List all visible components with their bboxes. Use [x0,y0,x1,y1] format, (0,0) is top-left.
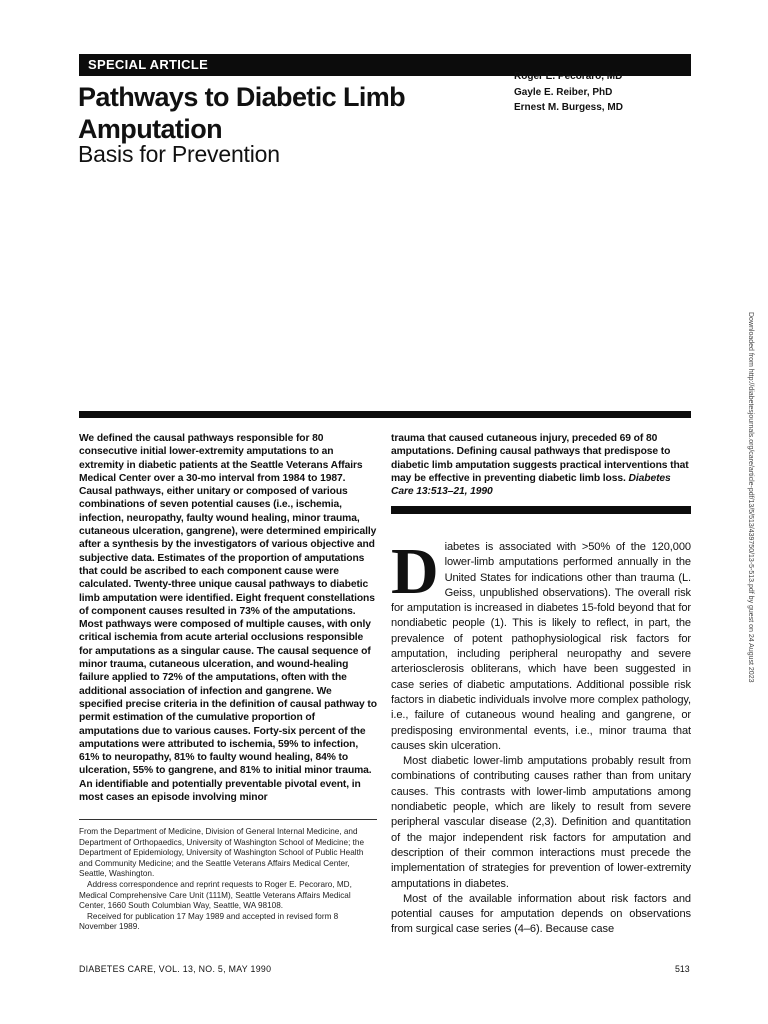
author-name: Gayle E. Reiber, PhD [514,86,613,98]
body-paragraph: Most diabetic lower-limb amputations probably result from combinations of contributing causes rather than from unitary causes. This contrasts with lower-limb amputations among nondiabetic people, which are likely to result from severe peripheral vascular disease (2,3). Definition and quantitation of the major independent risk factors for amputation and description of their common interactions must precede the implementation of strategies for prevention of lower-extremity amputations in diabetes. [391,755,691,890]
author-name: Ernest M. Burgess, MD [514,102,623,113]
footnote-correspondence: Address correspondence and reprint requests to Roger E. Pecoraro, MD, Medical Comprehensive Care Unit (111M), Seattle Veterans Affairs Medical Center, 1660 South Columbian Way, Seattle, WA 98108. [79,879,352,911]
abstract-column-left: We defined the causal pathways responsible for 80 consecutive initial lower-extremity amputations to an extremity in diabetic patients at the Seattle Veterans Affairs Medical Center over a 30-mo interval from 1984 to 1987. Causal pathways, either unitary or composed of various combinations of seven potential causes (i.e., ischemia, infection, neuropathy, faulty wound healing, minor trauma, cutaneous ulceration, gangrene), were determined empirically after a synthesis by the investigators of various objective and subjective data. Estimates of the proportion of amputations that could be ascribed to each component cause were calculated. Twenty-three unique causal pathways to diabetic limb amputation were identified. Eight frequent constellations of component causes resulted in 73% of the amputations. Most pathways were composed of multiple causes, with only critical ischemia from acute arterial occlusions responsible for amputations as a singular cause. The causal sequence of minor trauma, cutaneous ulceration, and wound-healing failure applied to 72% of the amputations, often with the additional association of infection and gangrene. We specified precise criteria in the definition of causal pathway to permit estimation of the cumulative proportion of amputations due to various causes. Forty-six percent of the amputations were attributed to ischemia, 59% to infection, 61% to neuropathy, 81% to faulty wound healing, 84% to ulceration, 55% to gangrene, and 81% to initial minor trauma. An identifiable and potentially preventable pivotal event, in most cases an episode involving minor [79,433,377,804]
journal-footer: DIABETES CARE, VOL. 13, NO. 5, MAY 1990 [79,964,272,974]
download-note-text: Downloaded from http://diabetesjournals.org/care/article-pdf/13/5/513/439750/13-5-513.pdf by guest on 24 August 2023 [747,312,754,683]
drop-cap: D [391,535,439,608]
article-subtitle: Basis for Prevention [78,141,280,167]
page-number: 513 [675,964,690,974]
abstract-divider [391,506,691,514]
author-name: Roger E. Pecoraro, MD [514,71,623,82]
body-column [391,535,691,938]
abstract-text: trauma that caused cutaneous injury, preceded 69 of 80 amputations. Defining causal pathways that predispose to diabetic limb amputation suggests practical interventions that may be effective in preventing diabetic limb loss. [391,433,689,484]
abstract-column-right [391,432,691,498]
abstract-citation: Diabetes Care 13:513–21, 1990 [391,472,671,498]
article-title: Pathways to Diabetic Limb Amputation [78,82,406,144]
body-paragraph: Most of the available information about risk factors and potential causes for amputation depends on observations from surgical case series (4–6). Because case [391,892,691,936]
footnote-affiliation: From the Department of Medicine, Division of General Internal Medicine, and Department of Orthopaedics, University of Washington School of Medicine; the Department of Epidemiology, University of Washington School of Public Health and Community Medicine; and the Seattle Veterans Affairs Medical Center, Seattle, Washington. [79,827,365,879]
download-note [742,312,756,712]
footnote-divider [79,819,377,820]
footnote-received: Received for publication 17 May 1989 and accepted in revised form 8 November 1989. [79,911,339,932]
footnotes [79,827,377,933]
section-label: SPECIAL ARTICLE [88,57,209,72]
author-list [514,69,623,116]
section-divider [79,411,691,418]
body-paragraph: iabetes is associated with >50% of the 120,000 lower-limb amputations performed annually in the United States for indications other than trauma (L. Geiss, unpublished observations). The overall risk for amputation is increased in diabetes 15-fold beyond that for nondiabetic people (1). This is likely to reflect, in part, the prevalence of potent pathophysiological risk factors for amputation, including peripheral neuropathy and severe arteriosclerosis obliterans, which have been suggested in case series of diabetic amputations. Additional possible risk factors in diabetic individuals involve more complex pathology, i.e., failure of cutaneous wound healing and gangrene, or predisposing environmental events, i.e., minor trauma that causes skin ulceration. [391,541,691,752]
